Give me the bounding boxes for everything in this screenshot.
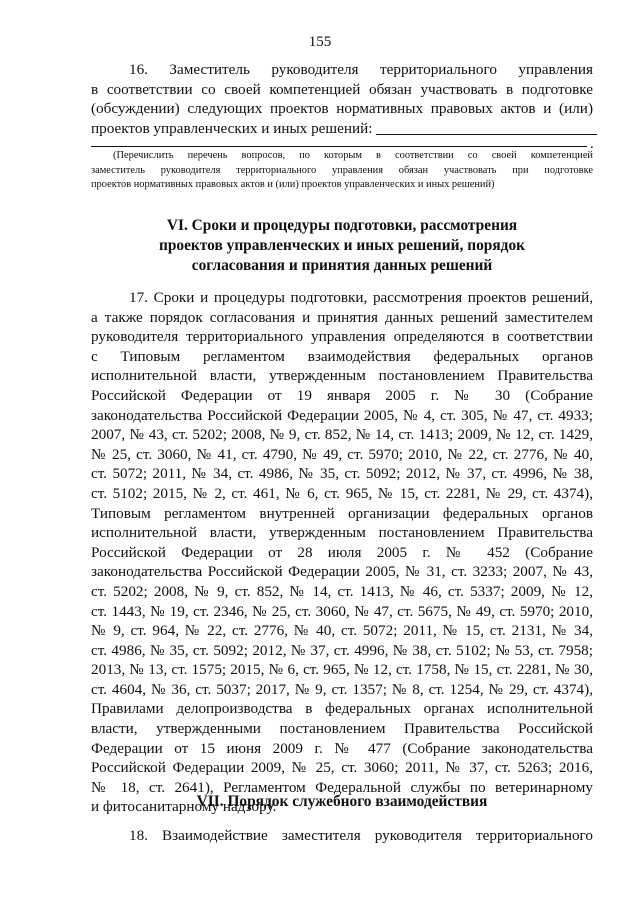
- p17-line: ст. 1443, № 19, ст. 2346, № 25, ст. 3060, № 47, ст. 5675, № 49, ст. 5970; 2010,: [91, 602, 593, 620]
- fill-in-blank-line-2[interactable]: [91, 146, 587, 147]
- p17-line: 2013, № 13, ст. 1575; 2015, № 6, ст. 965, № 12, ст. 1758, № 15, ст. 2281, № 30,: [91, 661, 593, 679]
- p17-line: а также порядок согласования и принятия данных решений заместителем: [91, 308, 593, 326]
- p17-line: Российской Федерации от 19 января 2005 г. № 30 (Собрание: [91, 386, 593, 404]
- paragraph-18: [91, 826, 593, 846]
- section-7-heading: VII. Порядок служебного взаимодействия: [196, 793, 488, 810]
- paragraph-16-line-1: 16. Заместитель руководителя территориального управления: [129, 61, 593, 78]
- section-6-heading-line-1: VI. Сроки и процедуры подготовки, рассмотрения: [166, 217, 518, 234]
- p17-line: и фитосанитарному надзору.: [91, 798, 277, 816]
- p17-line: № 25, ст. 3060, № 41, ст. 4790, № 49, ст. 5970; 2010, № 22, ст. 2776, № 40,: [91, 445, 593, 463]
- paragraph-16-line-2: в соответствии со своей компетенцией обязан участвовать в подготовке: [91, 80, 593, 98]
- p17-line: ст. 5072; 2011, № 34, ст. 4986, № 35, ст. 5092; 2012, № 37, ст. 4996, № 38,: [91, 465, 593, 483]
- section-6-heading-line-2: проектов управленческих и иных решений, порядок: [158, 237, 526, 254]
- instruction-note: [91, 149, 593, 193]
- p17-line: 2007, № 43, ст. 5202; 2008, № 9, ст. 852, № 14, ст. 1413; 2009, № 12, ст. 1429,: [91, 426, 593, 444]
- page-number: 155: [308, 34, 332, 50]
- p17-line: № 18, ст. 2641), Регламентом Федеральной службы по ветеринарному: [91, 778, 593, 796]
- p17-line: законодательства Российской Федерации 2005, № 4, ст. 305, № 47, ст. 4933;: [91, 406, 593, 424]
- note-line-2: заместитель руководителя территориального управления обязан участвовать при подготовке: [91, 164, 593, 176]
- p17-line: руководителя территориального управления определяются в соответствии: [91, 328, 593, 346]
- p17-line: исполнительной власти, утвержденным постановлением Правительства: [91, 524, 593, 542]
- p17-line: с Типовым регламентом взаимодействия федеральных органов: [91, 347, 593, 365]
- p17-line: 17. Сроки и процедуры подготовки, рассмотрения проектов решений,: [129, 289, 593, 306]
- p17-line: законодательства Российской Федерации 2005, № 31, ст. 3233; 2007, № 43,: [91, 563, 593, 581]
- note-line-1: (Перечислить перечень вопросов, по которым в соответствии со своей компетенцией: [113, 150, 593, 161]
- p17-line: ст. 5102; 2015, № 2, ст. 461, № 6, ст. 965, № 15, ст. 2281, № 29, ст. 4374),: [91, 484, 593, 502]
- p17-line: исполнительной власти, утвержденным постановлением Правительства: [91, 367, 593, 385]
- paragraph-16: [91, 60, 593, 138]
- p17-line: ст. 4604, № 36, ст. 5037; 2017, № 9, ст. 1357; № 8, ст. 1254, № 29, ст. 4374),: [91, 680, 593, 698]
- p17-line: власти, утвержденными постановлением Правительства Российской: [91, 720, 593, 738]
- p18-line-1: 18. Взаимодействие заместителя руководителя территориального: [129, 827, 593, 844]
- section-6-heading: [91, 216, 593, 276]
- note-line-3: проектов нормативных правовых актов и (или) проектов управленческих и иных решений): [91, 179, 495, 190]
- p17-line: ст. 4986, № 35, ст. 5092; 2012, № 37, ст. 4996, № 38, ст. 5102; № 53, ст. 7958;: [91, 641, 593, 659]
- p17-line: Правилами делопроизводства в федеральных органах исполнительной: [91, 700, 593, 718]
- p17-line: Федерации от 15 июня 2009 г. № 477 (Собрание законодательства: [91, 739, 593, 757]
- blank-end-dot: .: [590, 136, 594, 152]
- paragraph-17: [91, 288, 593, 817]
- fill-in-blank-line[interactable]: [376, 120, 597, 135]
- p17-line: № 9, ст. 964, № 22, ст. 2776, № 40, ст. 5072; 2011, № 15, ст. 2131, № 34,: [91, 622, 593, 640]
- p17-line: ст. 5202; 2008, № 9, ст. 852, № 14, ст. 1413, № 46, ст. 5337; 2009, № 12,: [91, 582, 593, 600]
- p17-line: Российской Федерации 2009, № 25, ст. 3060; 2011, № 37, ст. 5263; 2016,: [91, 759, 593, 777]
- section-6-heading-line-3: согласования и принятия данных решений: [191, 257, 493, 274]
- p17-line: Типовым регламентом внутренней организации федеральных органов: [91, 504, 593, 522]
- p17-line: Российской Федерации от 28 июля 2005 г. № 452 (Собрание: [91, 543, 593, 561]
- paragraph-16-line-4: проектов управленческих и иных решений:: [91, 119, 593, 139]
- paragraph-16-line-3: (обсуждении) следующих проектов нормативных правовых актов и (или): [91, 100, 593, 118]
